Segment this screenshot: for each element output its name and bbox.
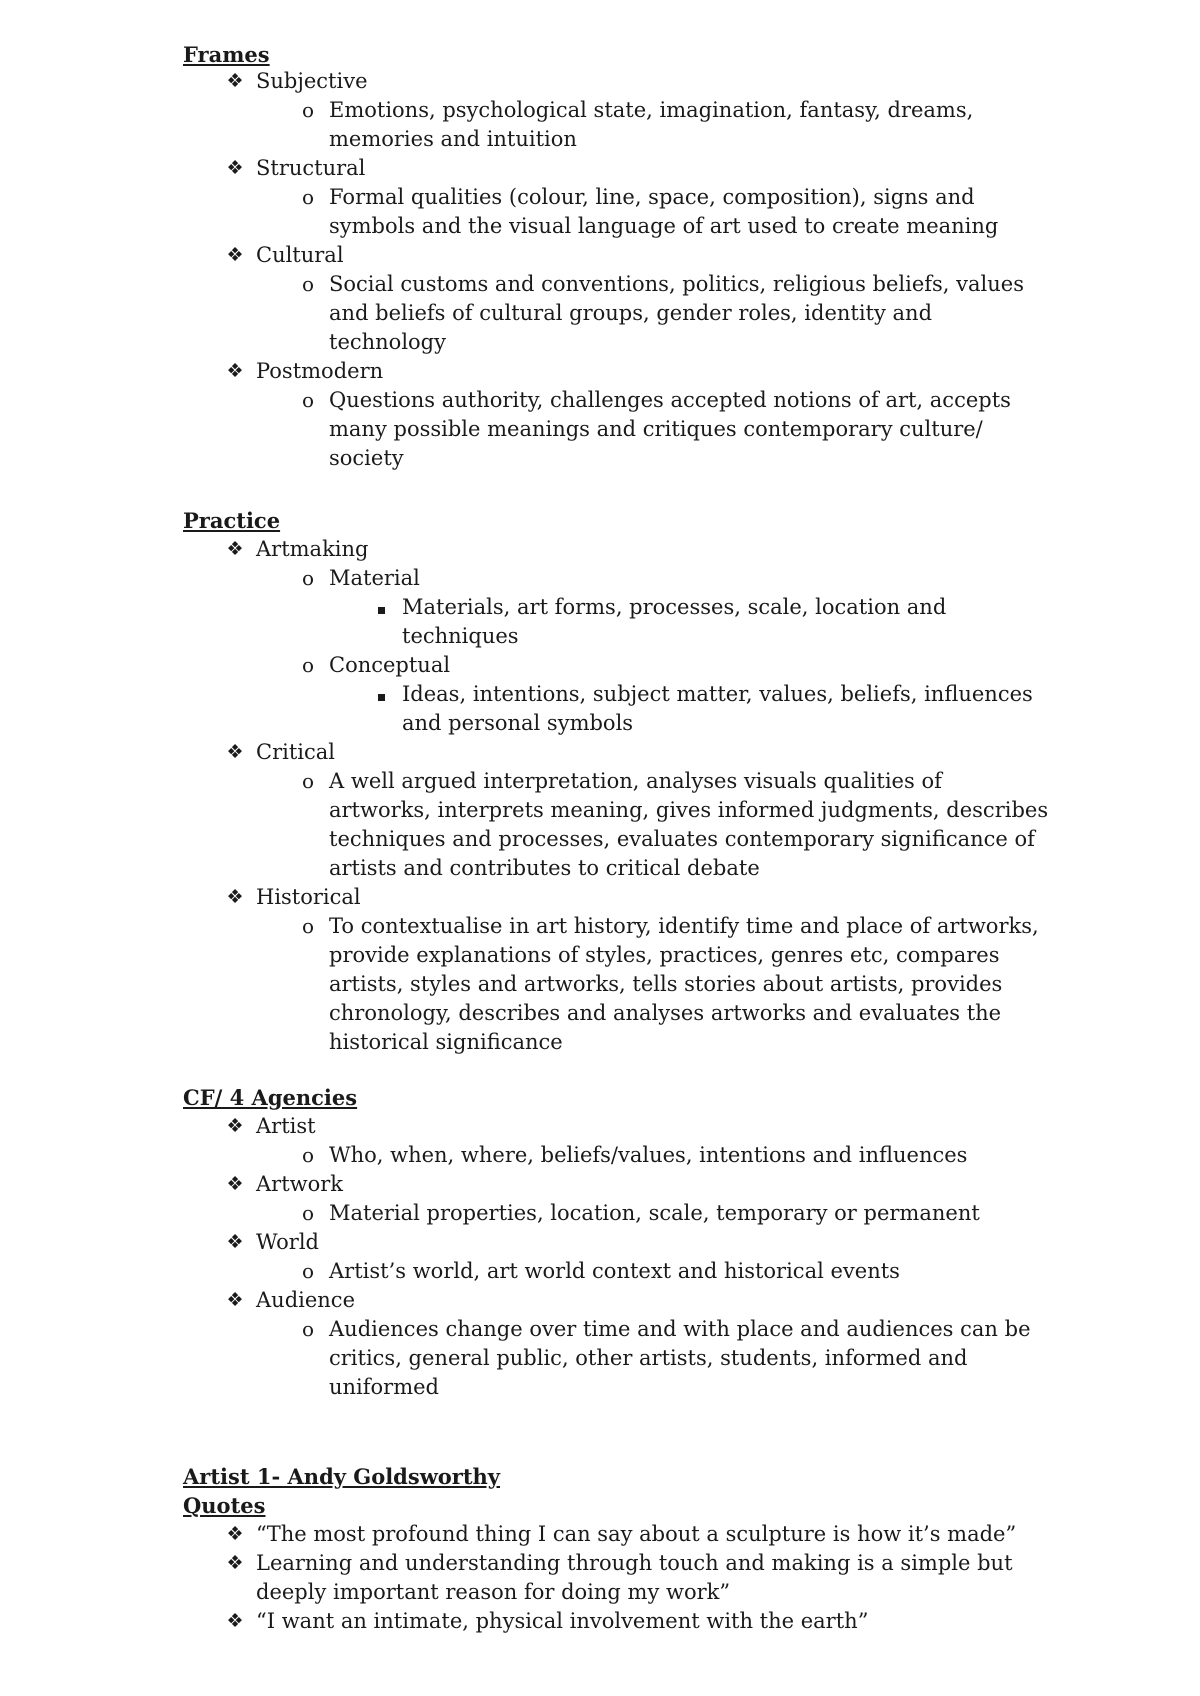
diamond-bullet-icon: ❖ bbox=[226, 70, 244, 92]
diamond-bullet-icon: ❖ bbox=[226, 1610, 244, 1632]
list-item-audience-desc: o Audiences change over time and with place and audiences can be critics, general public, other artists, students, informed and uniformed bbox=[329, 1315, 1049, 1402]
diamond-bullet-icon: ❖ bbox=[226, 360, 244, 382]
heading-artist-1: Artist 1- Andy Goldsworthy bbox=[183, 1464, 501, 1489]
circle-bullet-icon: o bbox=[301, 1143, 315, 1167]
circle-bullet-icon: o bbox=[301, 388, 315, 412]
list-item-artmaking: ❖ Artmaking bbox=[256, 535, 1076, 564]
circle-bullet-icon: o bbox=[301, 1201, 315, 1225]
diamond-bullet-icon: ❖ bbox=[226, 1173, 244, 1195]
diamond-bullet-icon: ❖ bbox=[226, 157, 244, 179]
circle-bullet-icon: o bbox=[301, 1259, 315, 1283]
list-item-quote-1: ❖ “The most profound thing I can say about a sculpture is how it’s made” bbox=[256, 1520, 1076, 1549]
list-item-conceptual: o Conceptual bbox=[329, 651, 1049, 680]
list-item-structural-desc: o Formal qualities (colour, line, space, composition), signs and symbols and the visual language of art used to create meaning bbox=[329, 183, 1049, 241]
list-item-postmodern: ❖ Postmodern bbox=[256, 357, 1076, 386]
heading-practice: Practice bbox=[183, 508, 281, 533]
circle-bullet-icon: o bbox=[301, 272, 315, 296]
list-item-structural: ❖ Structural bbox=[256, 154, 1076, 183]
list-item-critical: ❖ Critical bbox=[256, 738, 1076, 767]
circle-bullet-icon: o bbox=[301, 914, 315, 938]
diamond-bullet-icon: ❖ bbox=[226, 886, 244, 908]
diamond-bullet-icon: ❖ bbox=[226, 1552, 244, 1574]
list-item-historical: ❖ Historical bbox=[256, 883, 1076, 912]
list-item-artwork: ❖ Artwork bbox=[256, 1170, 1076, 1199]
heading-agencies: CF/ 4 Agencies bbox=[183, 1085, 358, 1110]
list-item-world: ❖ World bbox=[256, 1228, 1076, 1257]
square-bullet-icon bbox=[366, 680, 396, 709]
list-item-material: o Material bbox=[329, 564, 1049, 593]
list-item-subjective-desc: o Emotions, psychological state, imagination, fantasy, dreams, memories and intuition bbox=[329, 96, 1049, 154]
heading-frames: Frames bbox=[183, 42, 270, 67]
list-item-material-desc: Materials, art forms, processes, scale, location and techniques bbox=[402, 593, 1042, 651]
list-item-audience: ❖ Audience bbox=[256, 1286, 1076, 1315]
square-bullet-icon bbox=[366, 593, 396, 622]
diamond-bullet-icon: ❖ bbox=[226, 1231, 244, 1253]
list-item-world-desc: o Artist’s world, art world context and historical events bbox=[329, 1257, 1049, 1286]
circle-bullet-icon: o bbox=[301, 185, 315, 209]
list-item-cultural: ❖ Cultural bbox=[256, 241, 1076, 270]
diamond-bullet-icon: ❖ bbox=[226, 741, 244, 763]
list-item-subjective: ❖ Subjective bbox=[256, 67, 1076, 96]
list-item-artist-desc: o Who, when, where, beliefs/values, intentions and influences bbox=[329, 1141, 1049, 1170]
list-item-critical-desc: o A well argued interpretation, analyses visuals qualities of artworks, interprets meaning, gives informed judgments, describes techniques and processes, evaluates contemporary significance of artists and contributes to critical debate bbox=[329, 767, 1049, 883]
list-item-artwork-desc: o Material properties, location, scale, temporary or permanent bbox=[329, 1199, 1049, 1228]
list-item-artist: ❖ Artist bbox=[256, 1112, 1076, 1141]
diamond-bullet-icon: ❖ bbox=[226, 538, 244, 560]
diamond-bullet-icon: ❖ bbox=[226, 1289, 244, 1311]
list-item-historical-desc: o To contextualise in art history, identify time and place of artworks, provide explanations of styles, practices, genres etc, compares artists, styles and artworks, tells stories about artists, provides chronology, describes and analyses artworks and evaluates the historical significance bbox=[329, 912, 1049, 1057]
diamond-bullet-icon: ❖ bbox=[226, 244, 244, 266]
heading-quotes: Quotes bbox=[183, 1493, 266, 1518]
circle-bullet-icon: o bbox=[301, 566, 315, 590]
list-item-conceptual-desc: Ideas, intentions, subject matter, values, beliefs, influences and personal symbols bbox=[402, 680, 1042, 738]
list-item-quote-2: ❖ Learning and understanding through touch and making is a simple but deeply important reason for doing my work” bbox=[256, 1549, 1076, 1607]
circle-bullet-icon: o bbox=[301, 98, 315, 122]
circle-bullet-icon: o bbox=[301, 769, 315, 793]
circle-bullet-icon: o bbox=[301, 653, 315, 677]
circle-bullet-icon: o bbox=[301, 1317, 315, 1341]
diamond-bullet-icon: ❖ bbox=[226, 1115, 244, 1137]
diamond-bullet-icon: ❖ bbox=[226, 1523, 244, 1545]
list-item-quote-3: ❖ “I want an intimate, physical involvement with the earth” bbox=[256, 1607, 1076, 1636]
list-item-cultural-desc: o Social customs and conventions, politics, religious beliefs, values and beliefs of cultural groups, gender roles, identity and technology bbox=[329, 270, 1049, 357]
list-item-postmodern-desc: o Questions authority, challenges accepted notions of art, accepts many possible meanings and critiques contemporary culture/ society bbox=[329, 386, 1049, 473]
